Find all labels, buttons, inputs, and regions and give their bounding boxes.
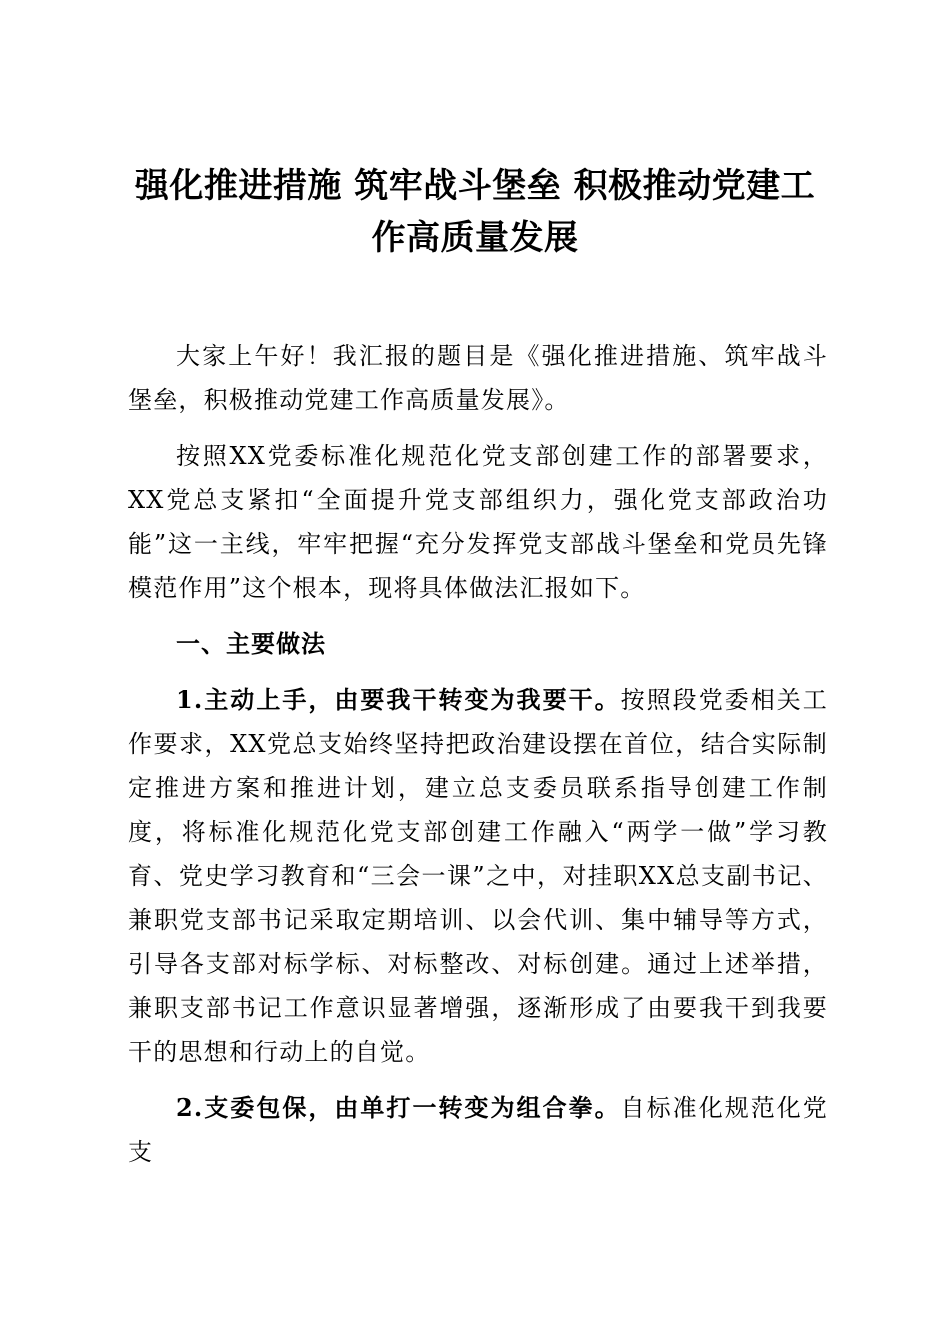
paragraph-greeting: 大家上午好！我汇报的题目是《强化推进措施、筑牢战斗堡垒，积极推动党建工作高质量发展》。 [128,342,828,414]
document-title: 强化推进措施 筑牢战斗堡垒 积极推动党建工作高质量发展 [134,166,816,258]
item-text-1: 按照段党委相关工作要求，XX党总支始终坚持把政治建设摆在首位，结合实际制定推进方案和推进计划，建立总支委员联系指导创建工作制度，将标准化规范化党支部创建工作融入“两学一做”学习教育、党史学习教育和“三会一课”之中，对挂职XX总支副书记、兼职党支部书记采取定期培训、以会代训、集中辅导等方式，引导各支部对标学标、对标整改、对标创建。通过上述举措，兼职支部书记工作意识显著增强，逐渐形成了由要我干到我要干的思想和行动上的自觉。 [128,686,828,1066]
document-body [128,334,828,1186]
item-text-2: 自标准化规范化党支 [128,1094,828,1166]
item-paragraph-1 [128,678,828,1074]
item-lead-1: 1.主动上手，由要我干转变为我要干。 [176,685,621,714]
section-heading: 一、主要做法 [176,630,326,658]
paragraph-intro: 按照XX党委标准化规范化党支部创建工作的部署要求，XX党总支紧扣“全面提升党支部组织力，强化党支部政治功能”这一主线，牢牢把握“充分发挥党支部战斗堡垒和党员先锋模范作用”这个根本，现将具体做法汇报如下。 [128,442,828,602]
item-paragraph-2 [128,1086,828,1174]
item-lead-2: 2.支委包保，由单打一转变为组合拳。 [176,1093,621,1122]
